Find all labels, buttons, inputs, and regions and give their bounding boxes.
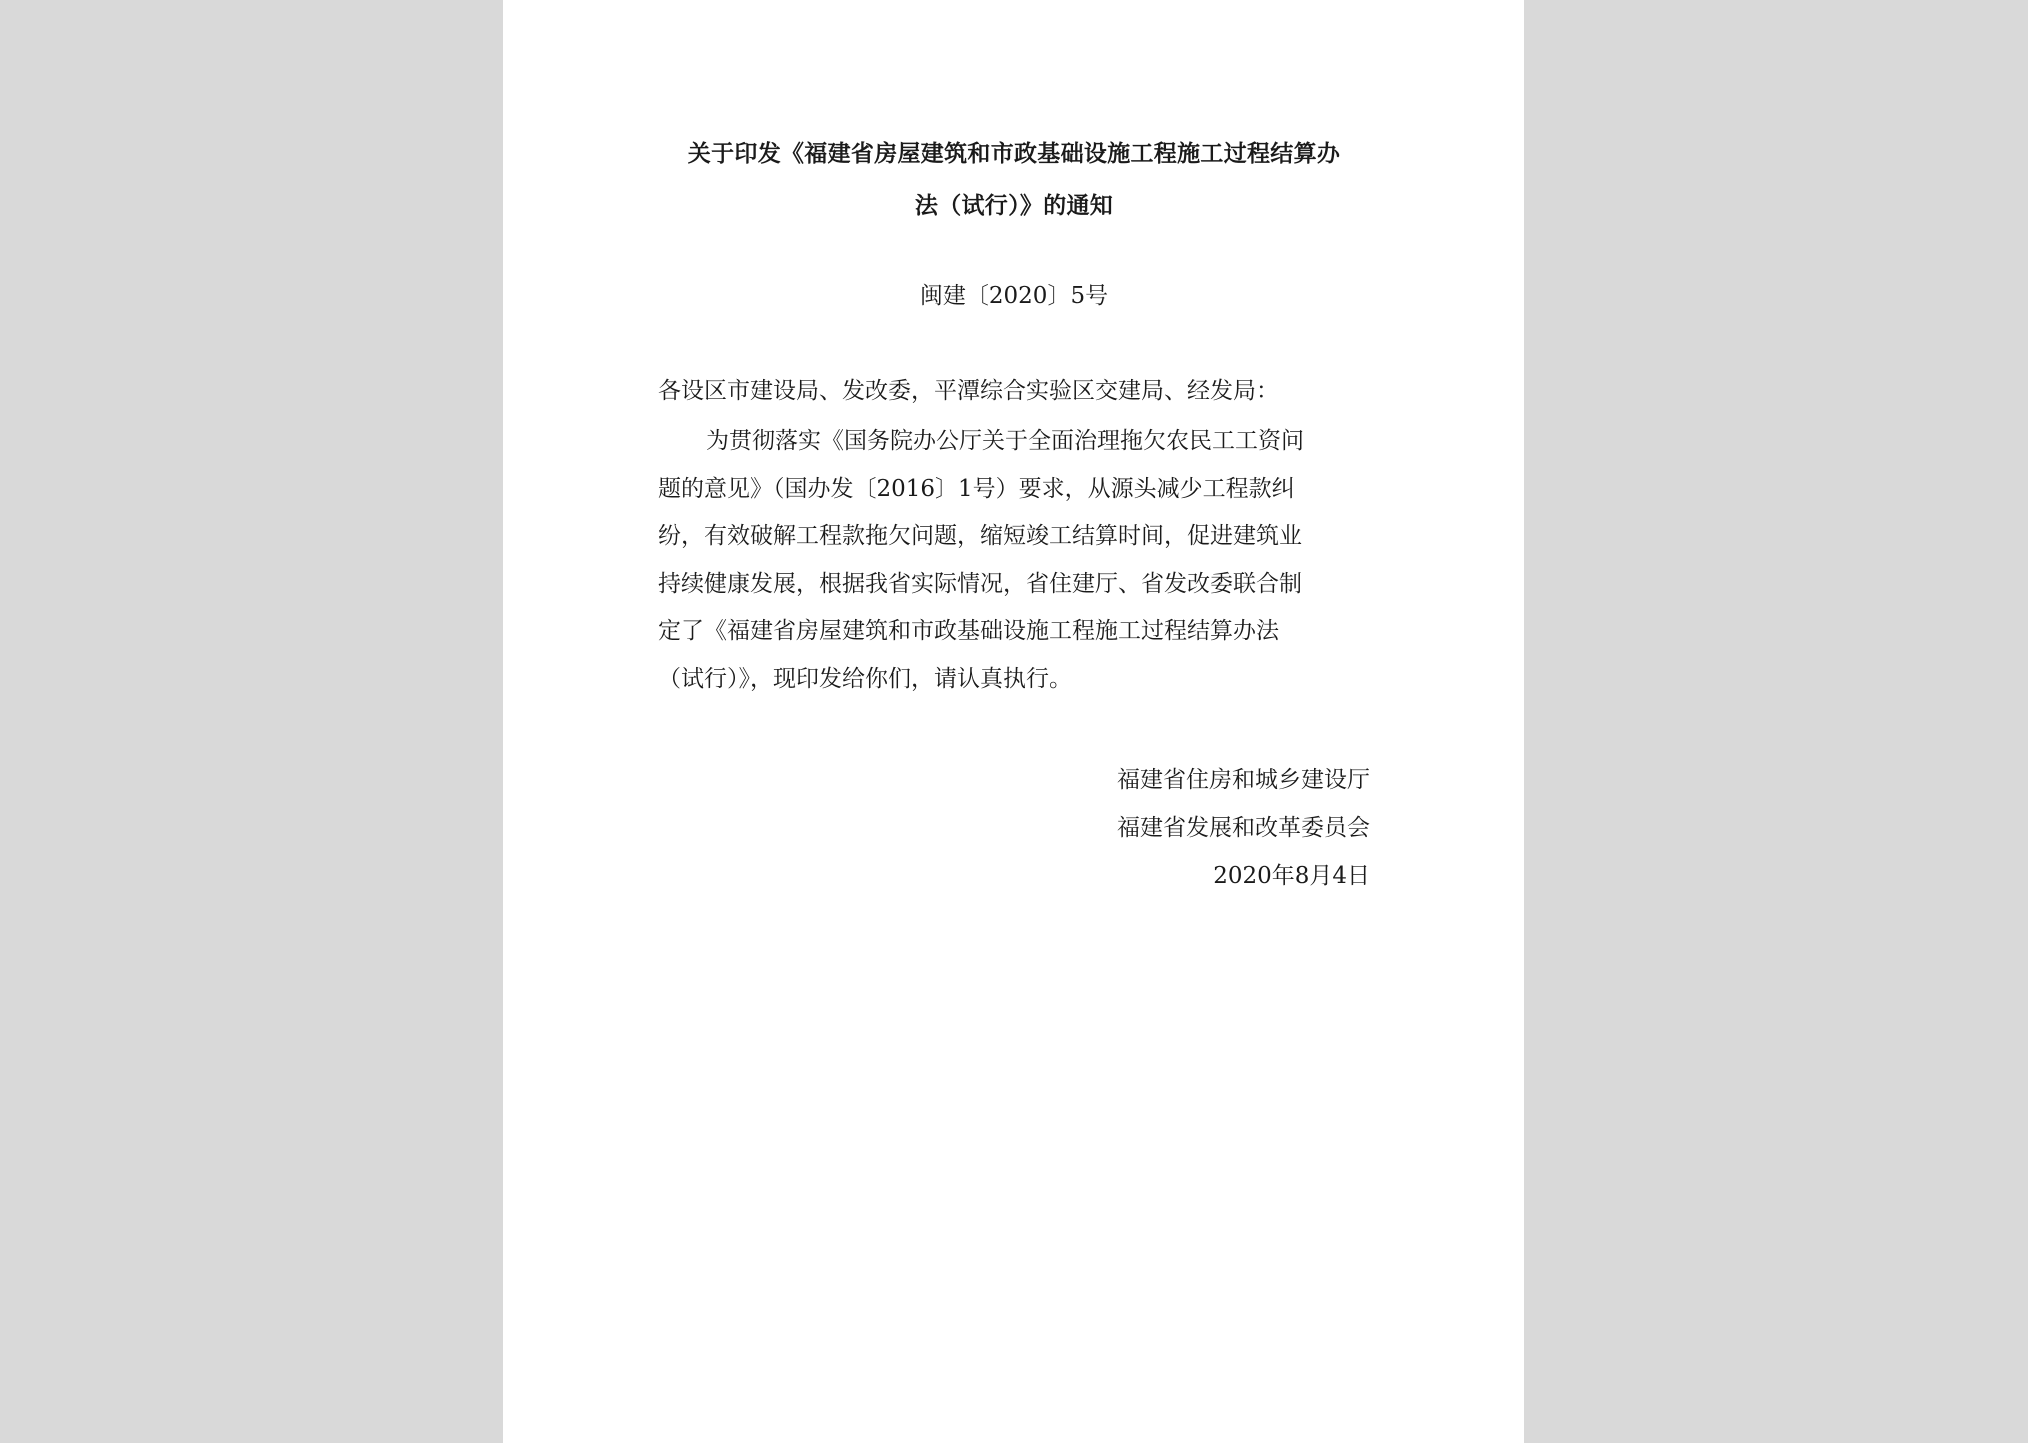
body-line: 持续健康发展，根据我省实际情况，省住建厅、省发改委联合制	[658, 570, 1302, 597]
body-line: 纷，有效破解工程款拖欠问题，缩短竣工结算时间，促进建筑业	[658, 523, 1302, 549]
body-line: （试行）》，现印发给你们，请认真执行。	[658, 665, 1072, 692]
addressee-line: 各设区市建设局、发改委，平潭综合实验区交建局、经发局：	[658, 378, 1279, 404]
title-line-2: 法（试行）》的通知	[914, 193, 1114, 219]
body-line: 题的意见》（国办发〔2016〕1号）要求，从源头减少工程款纠	[658, 475, 1295, 502]
document-title	[658, 128, 1370, 232]
title-line-1: 关于印发《福建省房屋建筑和市政基础设施工程施工过程结算办	[687, 141, 1341, 167]
signature-block	[1117, 756, 1370, 900]
signature-org-1: 福建省住房和城乡建设厅	[1117, 767, 1370, 793]
body-line: 定了《福建省房屋建筑和市政基础设施工程施工过程结算办法	[658, 618, 1279, 644]
body-line: 为贯彻落实《国务院办公厅关于全面治理拖欠农民工工资问	[706, 428, 1304, 454]
body-paragraph	[658, 418, 1378, 703]
document-number: 闽建〔2020〕5号	[919, 283, 1109, 309]
signature-date: 2020年8月4日	[1213, 863, 1370, 889]
document-page	[503, 0, 1524, 1443]
signature-org-2: 福建省发展和改革委员会	[1117, 815, 1370, 841]
